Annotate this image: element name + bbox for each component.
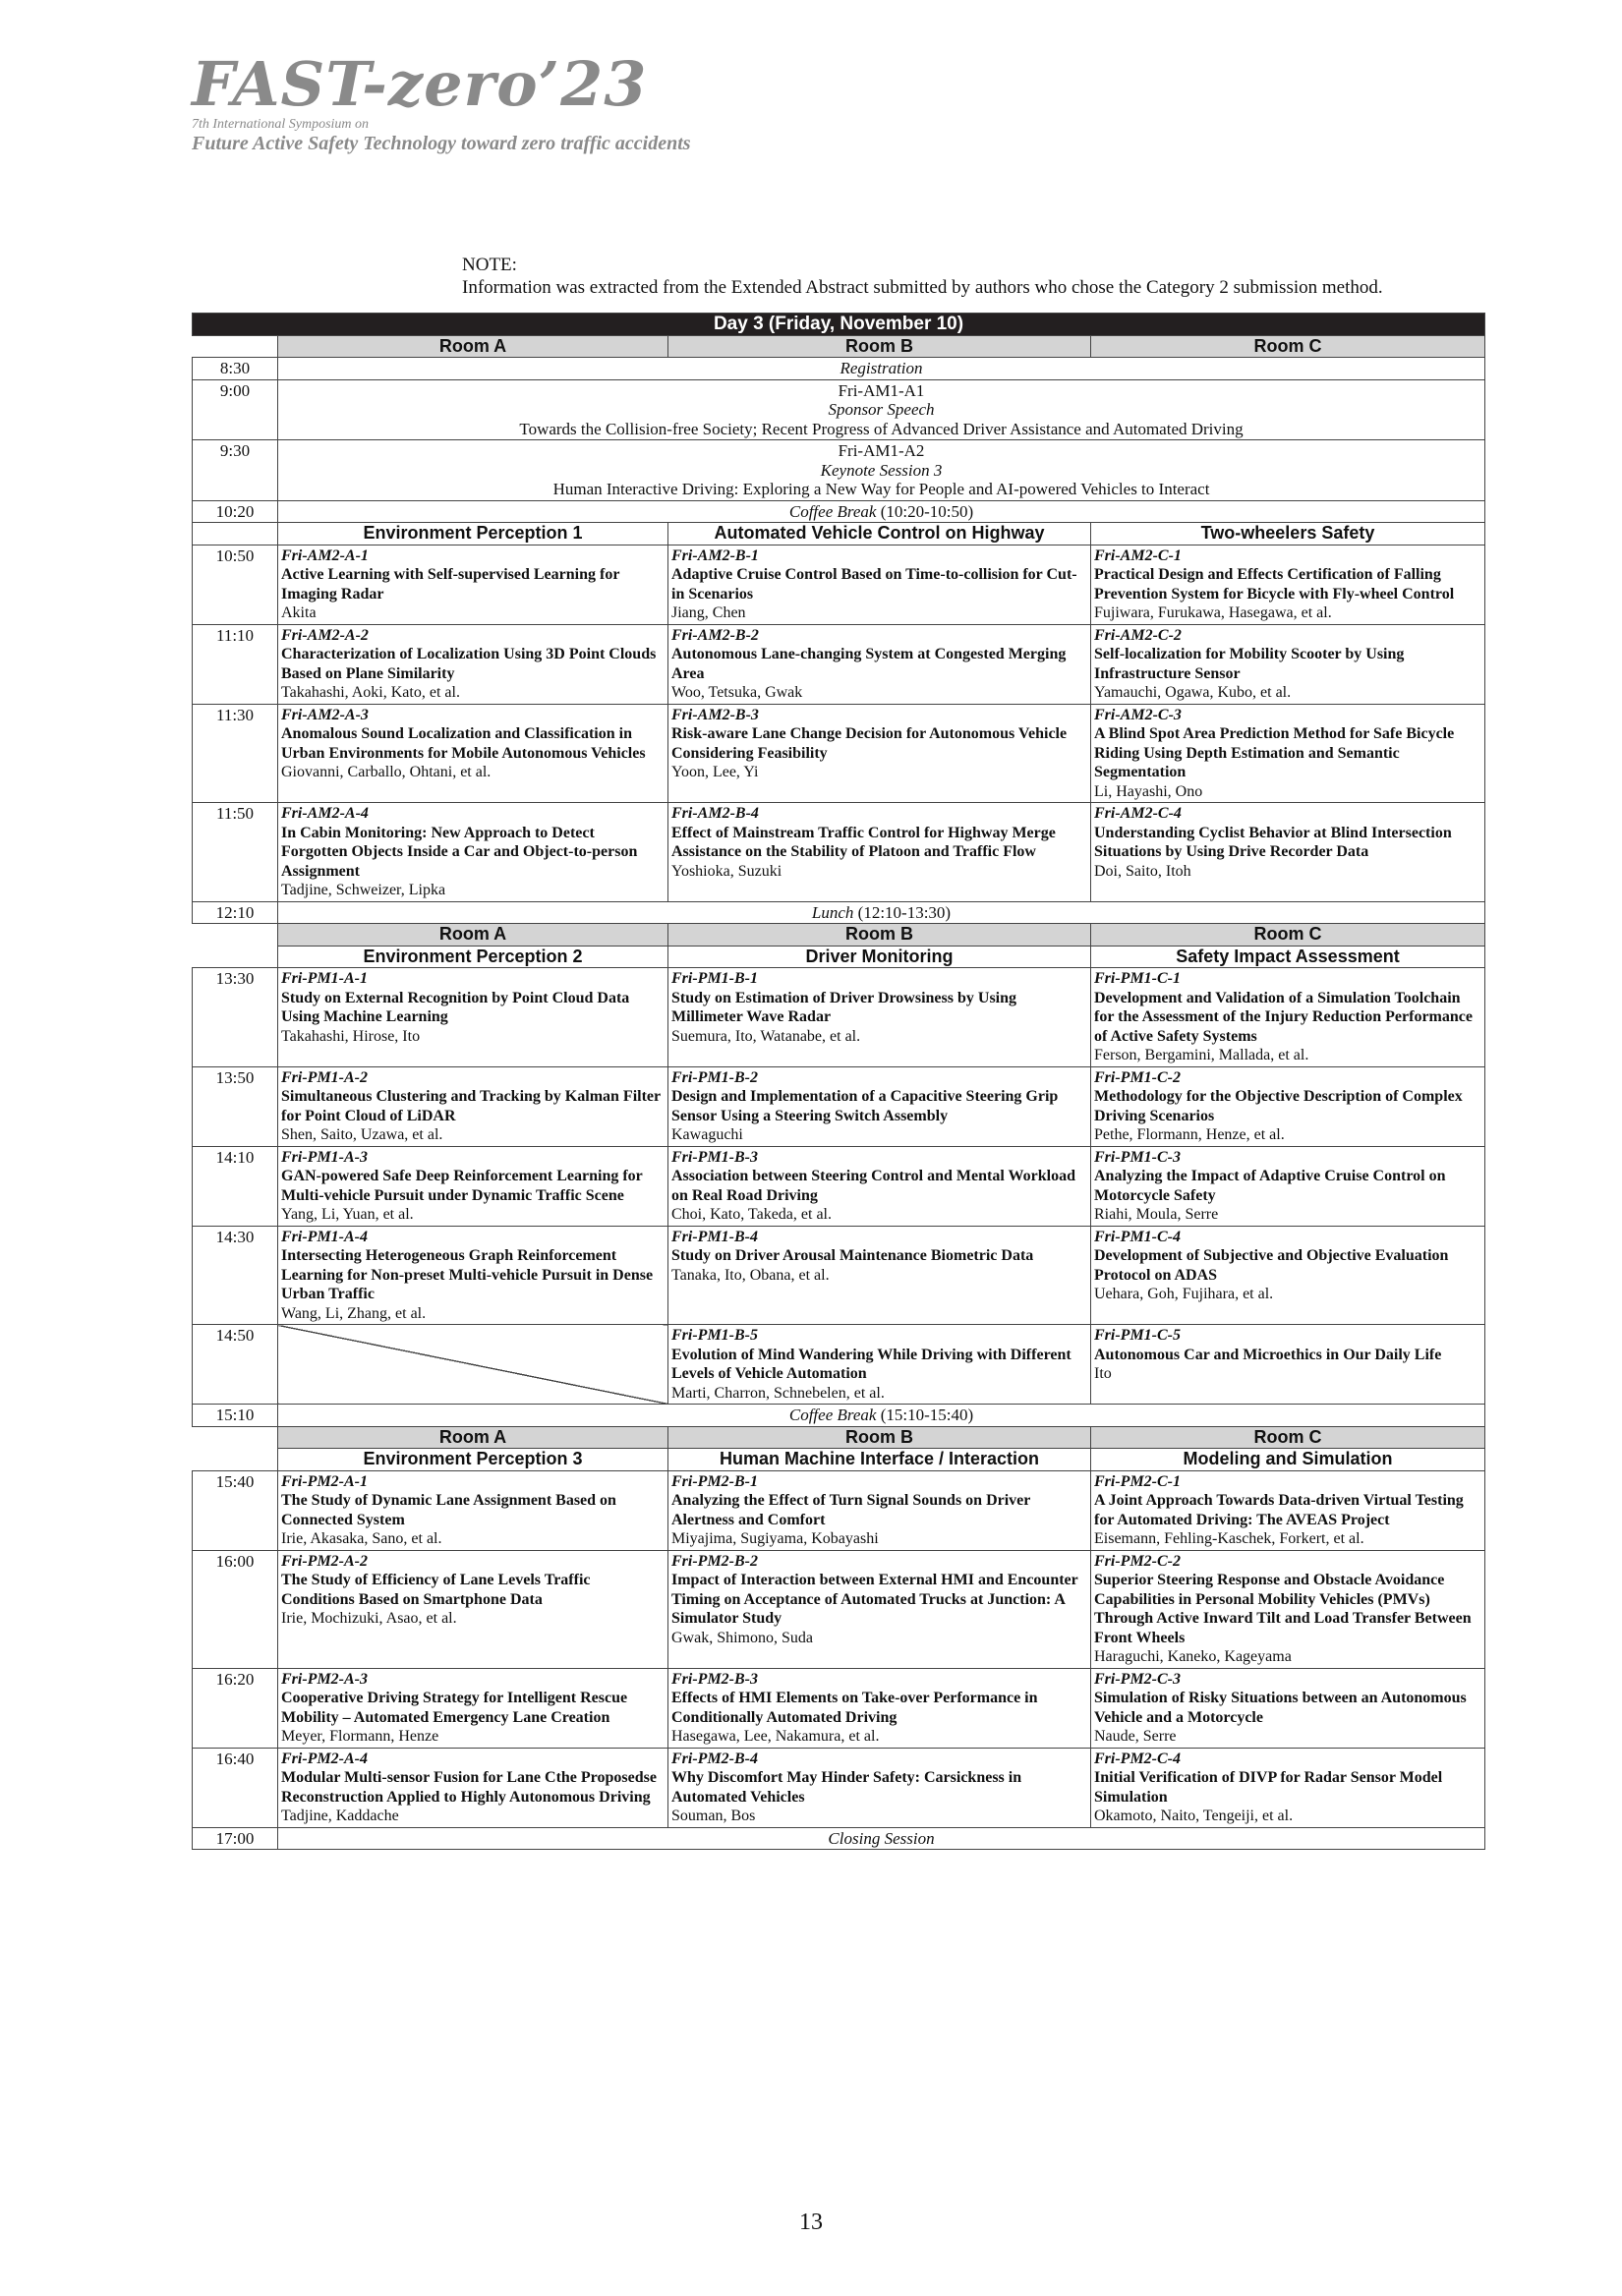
paper-code: Fri-PM2-A-4 <box>281 1750 368 1767</box>
paper-code: Fri-AM2-B-3 <box>671 706 759 723</box>
paper-code: Fri-PM2-A-2 <box>281 1552 368 1570</box>
paper-cell <box>1091 1226 1485 1325</box>
note-text: Information was extracted from the Extended Abstract submitted by authors who chose the Category 2 submission method. <box>462 277 1383 298</box>
paper-authors: Yoon, Lee, Yi <box>671 764 759 780</box>
time-cell: 14:10 <box>193 1146 278 1226</box>
paper-code: Fri-PM2-A-1 <box>281 1472 368 1490</box>
paper-authors: Irie, Akasaka, Sano, et al. <box>281 1530 442 1547</box>
time-slot-row <box>193 1748 1485 1827</box>
day-header-row <box>193 314 1485 336</box>
paper-code: Fri-PM2-C-1 <box>1094 1472 1181 1490</box>
paper-authors: Takahashi, Hirose, Ito <box>281 1027 421 1045</box>
empty-slot <box>278 1325 668 1405</box>
paper-title: Effect of Mainstream Traffic Control for Highway Merge Assistance on the Stability of Platoon and Traffic Flow <box>671 824 1056 860</box>
paper-authors: Yoshioka, Suzuki <box>671 862 782 880</box>
paper-cell <box>278 803 668 902</box>
room-header: Room B <box>668 335 1091 358</box>
paper-code: Fri-AM2-C-4 <box>1094 805 1182 822</box>
paper-code: Fri-PM2-B-1 <box>671 1472 758 1490</box>
paper-title: Self-localization for Mobility Scooter by Using Infrastructure Sensor <box>1094 646 1405 682</box>
paper-title: Initial Verification of DIVP for Radar Sensor Model Simulation <box>1094 1769 1443 1806</box>
paper-title: Simulation of Risky Situations between an Autonomous Vehicle and a Motorcycle <box>1094 1690 1467 1726</box>
registration: Registration <box>278 358 1485 380</box>
break-label: Coffee Break <box>788 1406 877 1424</box>
time-cell: 16:00 <box>193 1550 278 1668</box>
session-title-row <box>193 1449 1485 1471</box>
paper-code: Fri-PM2-C-4 <box>1094 1750 1181 1767</box>
paper-cell <box>1091 1066 1485 1146</box>
paper-code: Fri-PM2-B-3 <box>671 1670 758 1688</box>
time-cell: 15:10 <box>193 1405 278 1427</box>
session-title: Safety Impact Assessment <box>1091 946 1485 968</box>
paper-title: In Cabin Monitoring: New Approach to Detect Forgotten Objects Inside a Car and Object-to-person Assignment <box>281 824 638 880</box>
logo-line1: 7th International Symposium on <box>192 117 370 132</box>
paper-title: Active Learning with Self-supervised Learning for Imaging Radar <box>281 566 620 603</box>
paper-title: Evolution of Mind Wandering While Driving with Different Levels of Vehicle Automation <box>671 1346 1072 1382</box>
paper-cell <box>668 1748 1091 1827</box>
session-title-row <box>193 946 1485 968</box>
empty-cell <box>193 1426 278 1449</box>
keynote-row <box>193 440 1485 501</box>
paper-title: Study on External Recognition by Point Cloud Data Using Machine Learning <box>281 989 630 1025</box>
paper-code: Fri-AM1-A1 <box>838 380 925 400</box>
break-row <box>193 500 1485 523</box>
paper-authors: Jiang, Chen <box>671 604 746 621</box>
paper-cell <box>1091 803 1485 902</box>
paper-authors: Kawaguchi <box>671 1126 743 1143</box>
paper-title: Intersecting Heterogeneous Graph Reinforcement Learning for Non-preset Multi-vehicle Pursuit in Dense Urban Traffic <box>281 1247 654 1302</box>
symposium-logo <box>192 48 691 154</box>
time-slot-row <box>193 968 1485 1067</box>
paper-authors: Souman, Bos <box>671 1808 756 1824</box>
break-time-range: (15:10-15:40) <box>876 1406 974 1424</box>
paper-title: Analyzing the Impact of Adaptive Cruise Control on Motorcycle Safety <box>1094 1168 1446 1204</box>
paper-title: Impact of Interaction between External HMI and Encounter Timing on Acceptance of Automated Trucks at Junction: A Simulator Study <box>671 1572 1078 1627</box>
paper-code: Fri-PM1-B-1 <box>671 970 758 987</box>
paper-code: Fri-AM2-B-1 <box>671 546 759 564</box>
session-type: Keynote Session 3 <box>820 460 943 480</box>
paper-title: Adaptive Cruise Control Based on Time-to-collision for Cut-in Scenarios <box>671 566 1077 603</box>
paper-title: Study on Estimation of Driver Drowsiness by Using Millimeter Wave Radar <box>671 989 1017 1025</box>
break-row <box>193 1405 1485 1427</box>
time-slot-row <box>193 1668 1485 1748</box>
paper-cell <box>668 545 1091 624</box>
closing-row <box>193 1827 1485 1850</box>
session-title: Driver Monitoring <box>668 946 1091 968</box>
schedule-table <box>192 313 1485 1850</box>
time-cell: 9:00 <box>193 379 278 440</box>
paper-authors: Wang, Li, Zhang, et al. <box>281 1304 427 1322</box>
paper-authors: Giovanni, Carballo, Ohtani, et al. <box>281 764 492 780</box>
break-label: Lunch <box>811 902 854 922</box>
paper-code: Fri-AM2-A-4 <box>281 805 369 822</box>
paper-code: Fri-PM2-C-2 <box>1094 1552 1181 1570</box>
paper-code: Fri-PM1-C-4 <box>1094 1228 1181 1245</box>
paper-cell <box>668 1325 1091 1405</box>
paper-title: A Joint Approach Towards Data-driven Virtual Testing for Automated Driving: The AVEAS Project <box>1094 1492 1464 1528</box>
session-title: Environment Perception 3 <box>278 1449 668 1471</box>
paper-authors: Fujiwara, Furukawa, Hasegawa, et al. <box>1094 604 1332 621</box>
paper-authors: Hasegawa, Lee, Nakamura, et al. <box>671 1728 880 1745</box>
time-slot-row <box>193 1325 1485 1405</box>
paper-code: Fri-AM2-A-1 <box>281 546 369 564</box>
paper-authors: Li, Hayashi, Ono <box>1094 782 1203 800</box>
paper-authors: Tadjine, Schweizer, Lipka <box>281 882 446 898</box>
paper-cell <box>278 1226 668 1325</box>
paper-authors: Tanaka, Ito, Obana, et al. <box>671 1266 830 1284</box>
time-slot-row <box>193 1066 1485 1146</box>
empty-cell <box>193 924 278 947</box>
paper-title: GAN-powered Safe Deep Reinforcement Learning for Multi-vehicle Pursuit under Dynamic Traffic Scene <box>281 1168 643 1204</box>
paper-code: Fri-PM1-B-5 <box>671 1327 758 1344</box>
time-slot-row <box>193 545 1485 624</box>
room-header: Room A <box>278 335 668 358</box>
paper-cell <box>1091 1470 1485 1550</box>
paper-title: Cooperative Driving Strategy for Intelligent Rescue Mobility – Automated Emergency Lane Creation <box>281 1690 628 1726</box>
paper-title: Simultaneous Clustering and Tracking by Kalman Filter for Point Cloud of LiDAR <box>281 1088 661 1124</box>
paper-authors: Ito <box>1094 1365 1112 1382</box>
paper-authors: Suemura, Ito, Watanabe, et al. <box>671 1027 861 1045</box>
paper-code: Fri-PM1-C-2 <box>1094 1068 1181 1086</box>
paper-cell <box>668 1668 1091 1748</box>
paper-cell <box>278 1748 668 1827</box>
session-title: Modeling and Simulation <box>1091 1449 1485 1471</box>
paper-title: Analyzing the Effect of Turn Signal Sounds on Driver Alertness and Comfort <box>671 1492 1031 1528</box>
paper-cell <box>668 624 1091 704</box>
room-header: Room B <box>668 1426 1091 1449</box>
paper-cell <box>278 704 668 803</box>
paper-code: Fri-AM2-C-2 <box>1094 626 1182 644</box>
time-cell: 16:40 <box>193 1748 278 1827</box>
paper-cell <box>278 624 668 704</box>
day-header: Day 3 (Friday, November 10) <box>193 314 1485 336</box>
time-cell: 9:30 <box>193 440 278 501</box>
paper-title: Study on Driver Arousal Maintenance Biometric Data <box>671 1247 1034 1264</box>
talk-title: Human Interactive Driving: Exploring a New Way for People and AI-powered Vehicles to Interact <box>552 480 1210 498</box>
paper-title: Autonomous Car and Microethics in Our Daily Life <box>1094 1346 1442 1363</box>
paper-title: Anomalous Sound Localization and Classification in Urban Environments for Mobile Autonomous Vehicles <box>281 725 646 762</box>
paper-authors: Shen, Saito, Uzawa, et al. <box>281 1126 443 1143</box>
room-header-row <box>193 1426 1485 1449</box>
time-cell: 11:30 <box>193 704 278 803</box>
paper-title: Superior Steering Response and Obstacle Avoidance Capabilities in Personal Mobility Vehicles (PMVs) Through Active Inward Tilt and Load Transfer Between Front Wheels <box>1094 1572 1472 1646</box>
sponsor-speech <box>278 379 1485 440</box>
empty-cell <box>193 946 278 968</box>
paper-cell <box>278 1470 668 1550</box>
break-row <box>193 901 1485 924</box>
time-cell: 13:50 <box>193 1066 278 1146</box>
paper-authors: Tadjine, Kaddache <box>281 1808 399 1824</box>
break-time-range: (12:10-13:30) <box>853 902 952 922</box>
room-header: Room C <box>1091 924 1485 947</box>
paper-code: Fri-PM1-A-3 <box>281 1148 368 1166</box>
room-header-row <box>193 924 1485 947</box>
paper-title: The Study of Efficiency of Lane Levels Traffic Conditions Based on Smartphone Data <box>281 1572 591 1608</box>
paper-authors: Woo, Tetsuka, Gwak <box>671 684 803 701</box>
sponsor-speech-row <box>193 379 1485 440</box>
paper-cell <box>278 968 668 1067</box>
paper-code: Fri-AM2-C-1 <box>1094 546 1182 564</box>
paper-code: Fri-PM2-C-3 <box>1094 1670 1181 1688</box>
paper-authors: Doi, Saito, Itoh <box>1094 862 1191 880</box>
paper-title: Design and Implementation of a Capacitive Steering Grip Sensor Using a Steering Switch Assembly <box>671 1088 1059 1124</box>
paper-code: Fri-PM1-C-3 <box>1094 1148 1181 1166</box>
talk-title: Towards the Collision-free Society; Recent Progress of Advanced Driver Assistance and Automated Driving <box>519 419 1244 438</box>
paper-title: Practical Design and Effects Certification of Falling Prevention System for Bicycle with Fly-wheel Control <box>1094 566 1455 603</box>
paper-title: Characterization of Localization Using 3D Point Clouds Based on Plane Similarity <box>281 646 657 682</box>
paper-authors: Takahashi, Aoki, Kato, et al. <box>281 684 460 701</box>
paper-code: Fri-PM1-A-2 <box>281 1068 368 1086</box>
paper-code: Fri-PM1-B-2 <box>671 1068 758 1086</box>
time-slot-row <box>193 803 1485 902</box>
time-cell: 11:50 <box>193 803 278 902</box>
paper-authors: Akita <box>281 604 317 621</box>
paper-code: Fri-PM1-B-3 <box>671 1148 758 1166</box>
paper-cell <box>1091 1146 1485 1226</box>
paper-authors: Riahi, Moula, Serre <box>1094 1206 1219 1223</box>
paper-authors: Ferson, Bergamini, Mallada, et al. <box>1094 1047 1309 1063</box>
paper-authors: Marti, Charron, Schnebelen, et al. <box>671 1384 885 1402</box>
time-slot-row <box>193 704 1485 803</box>
time-cell: 10:50 <box>193 545 278 624</box>
paper-code: Fri-AM2-B-2 <box>671 626 759 644</box>
paper-authors: Irie, Mochizuki, Asao, et al. <box>281 1610 457 1627</box>
paper-cell <box>668 968 1091 1067</box>
time-cell: 14:30 <box>193 1226 278 1325</box>
paper-cell <box>668 704 1091 803</box>
keynote-session <box>278 440 1485 501</box>
paper-title: Modular Multi-sensor Fusion for Lane Cthe Proposedse Reconstruction Applied to Highly Autonomous Driving <box>281 1769 657 1806</box>
time-slot-row <box>193 1226 1485 1325</box>
session-title: Automated Vehicle Control on Highway <box>668 523 1091 545</box>
paper-code: Fri-AM1-A2 <box>838 441 925 460</box>
empty-cell <box>193 523 278 545</box>
paper-authors: Pethe, Flormann, Henze, et al. <box>1094 1126 1285 1143</box>
paper-code: Fri-PM2-B-2 <box>671 1552 758 1570</box>
time-cell: 16:20 <box>193 1668 278 1748</box>
paper-code: Fri-PM2-B-4 <box>671 1750 758 1767</box>
logo-line2: Future Active Safety Technology toward zero traffic accidents <box>192 133 691 154</box>
paper-code: Fri-PM1-A-4 <box>281 1228 368 1245</box>
closing-session: Closing Session <box>278 1827 1485 1850</box>
time-cell: 8:30 <box>193 358 278 380</box>
time-slot-row <box>193 1470 1485 1550</box>
paper-title: Risk-aware Lane Change Decision for Autonomous Vehicle Considering Feasibility <box>671 725 1068 762</box>
page-number: 13 <box>799 2210 823 2235</box>
paper-cell <box>668 1146 1091 1226</box>
time-cell: 13:30 <box>193 968 278 1067</box>
note <box>462 254 1383 299</box>
empty-cell <box>193 1449 278 1471</box>
paper-cell <box>1091 1325 1485 1405</box>
note-label: NOTE: <box>462 255 517 275</box>
paper-cell <box>278 1066 668 1146</box>
break-cell <box>278 1405 1485 1427</box>
time-cell: 10:20 <box>193 500 278 523</box>
paper-cell <box>1091 624 1485 704</box>
paper-cell <box>668 1226 1091 1325</box>
paper-authors: Uehara, Goh, Fujihara, et al. <box>1094 1286 1274 1302</box>
paper-title: Methodology for the Objective Description of Complex Driving Scenarios <box>1094 1088 1463 1124</box>
paper-title: Development and Validation of a Simulation Toolchain for the Assessment of the Injury Reduction Performance of Active Safety Systems <box>1094 989 1473 1045</box>
time-slot-row <box>193 1550 1485 1668</box>
paper-authors: Yamauchi, Ogawa, Kubo, et al. <box>1094 684 1292 701</box>
paper-cell <box>278 1668 668 1748</box>
time-slot-row <box>193 1146 1485 1226</box>
time-cell: 15:40 <box>193 1470 278 1550</box>
paper-title: A Blind Spot Area Prediction Method for Safe Bicycle Riding Using Depth Estimation and Semantic Segmentation <box>1094 725 1455 780</box>
paper-title: Development of Subjective and Objective Evaluation Protocol on ADAS <box>1094 1247 1449 1284</box>
paper-title: Why Discomfort May Hinder Safety: Carsickness in Automated Vehicles <box>671 1769 1022 1806</box>
paper-code: Fri-AM2-C-3 <box>1094 706 1182 723</box>
paper-cell <box>668 1550 1091 1668</box>
paper-title: Autonomous Lane-changing System at Congested Merging Area <box>671 646 1067 682</box>
room-header-row <box>193 335 1485 358</box>
logo-title: FAST-zero’23 <box>192 48 648 120</box>
session-title: Human Machine Interface / Interaction <box>668 1449 1091 1471</box>
room-header: Room C <box>1091 1426 1485 1449</box>
paper-authors: Miyajima, Sugiyama, Kobayashi <box>671 1530 879 1547</box>
paper-authors: Meyer, Flormann, Henze <box>281 1728 439 1745</box>
paper-authors: Eisemann, Fehling-Kaschek, Forkert, et al. <box>1094 1530 1364 1547</box>
paper-cell <box>1091 1748 1485 1827</box>
paper-cell <box>278 1146 668 1226</box>
paper-cell <box>668 803 1091 902</box>
time-cell: 11:10 <box>193 624 278 704</box>
time-slot-row <box>193 624 1485 704</box>
registration-row <box>193 358 1485 380</box>
paper-title: The Study of Dynamic Lane Assignment Based on Connected System <box>281 1492 616 1528</box>
paper-cell <box>1091 1668 1485 1748</box>
room-header: Room A <box>278 924 668 947</box>
session-title: Two-wheelers Safety <box>1091 523 1485 545</box>
paper-authors: Yang, Li, Yuan, et al. <box>281 1206 414 1223</box>
paper-cell <box>278 1550 668 1668</box>
paper-code: Fri-AM2-A-2 <box>281 626 369 644</box>
paper-cell <box>278 545 668 624</box>
paper-code: Fri-PM1-A-1 <box>281 970 368 987</box>
paper-code: Fri-AM2-A-3 <box>281 706 369 723</box>
paper-cell <box>1091 1550 1485 1668</box>
break-cell <box>278 901 1485 924</box>
paper-code: Fri-PM1-C-5 <box>1094 1327 1181 1344</box>
session-title: Environment Perception 1 <box>278 523 668 545</box>
session-title-row <box>193 523 1485 545</box>
paper-code: Fri-PM1-C-1 <box>1094 970 1181 987</box>
room-header: Room A <box>278 1426 668 1449</box>
paper-cell <box>1091 704 1485 803</box>
paper-authors: Choi, Kato, Takeda, et al. <box>671 1206 832 1223</box>
paper-code: Fri-PM1-B-4 <box>671 1228 758 1245</box>
paper-authors: Gwak, Shimono, Suda <box>671 1629 813 1646</box>
paper-title: Effects of HMI Elements on Take-over Performance in Conditionally Automated Driving <box>671 1690 1038 1726</box>
paper-authors: Haraguchi, Kaneko, Kageyama <box>1094 1648 1292 1665</box>
room-header: Room B <box>668 924 1091 947</box>
paper-code: Fri-AM2-B-4 <box>671 805 759 822</box>
time-cell: 12:10 <box>193 901 278 924</box>
paper-title: Association between Steering Control and Mental Workload on Real Road Driving <box>671 1168 1075 1204</box>
paper-code: Fri-PM2-A-3 <box>281 1670 368 1688</box>
paper-authors: Okamoto, Naito, Tengeiji, et al. <box>1094 1808 1294 1824</box>
break-cell <box>278 500 1485 523</box>
paper-authors: Naude, Serre <box>1094 1728 1177 1745</box>
room-header: Room C <box>1091 335 1485 358</box>
session-title: Environment Perception 2 <box>278 946 668 968</box>
session-type: Sponsor Speech <box>828 400 935 419</box>
paper-cell <box>668 1470 1091 1550</box>
break-time-range: (10:20-10:50) <box>876 501 974 521</box>
paper-cell <box>668 1066 1091 1146</box>
paper-cell <box>1091 968 1485 1067</box>
break-label: Coffee Break <box>788 501 877 521</box>
paper-cell <box>1091 545 1485 624</box>
paper-title: Understanding Cyclist Behavior at Blind Intersection Situations by Using Drive Recorder Data <box>1094 824 1452 860</box>
time-cell: 14:50 <box>193 1325 278 1405</box>
time-cell: 17:00 <box>193 1827 278 1850</box>
